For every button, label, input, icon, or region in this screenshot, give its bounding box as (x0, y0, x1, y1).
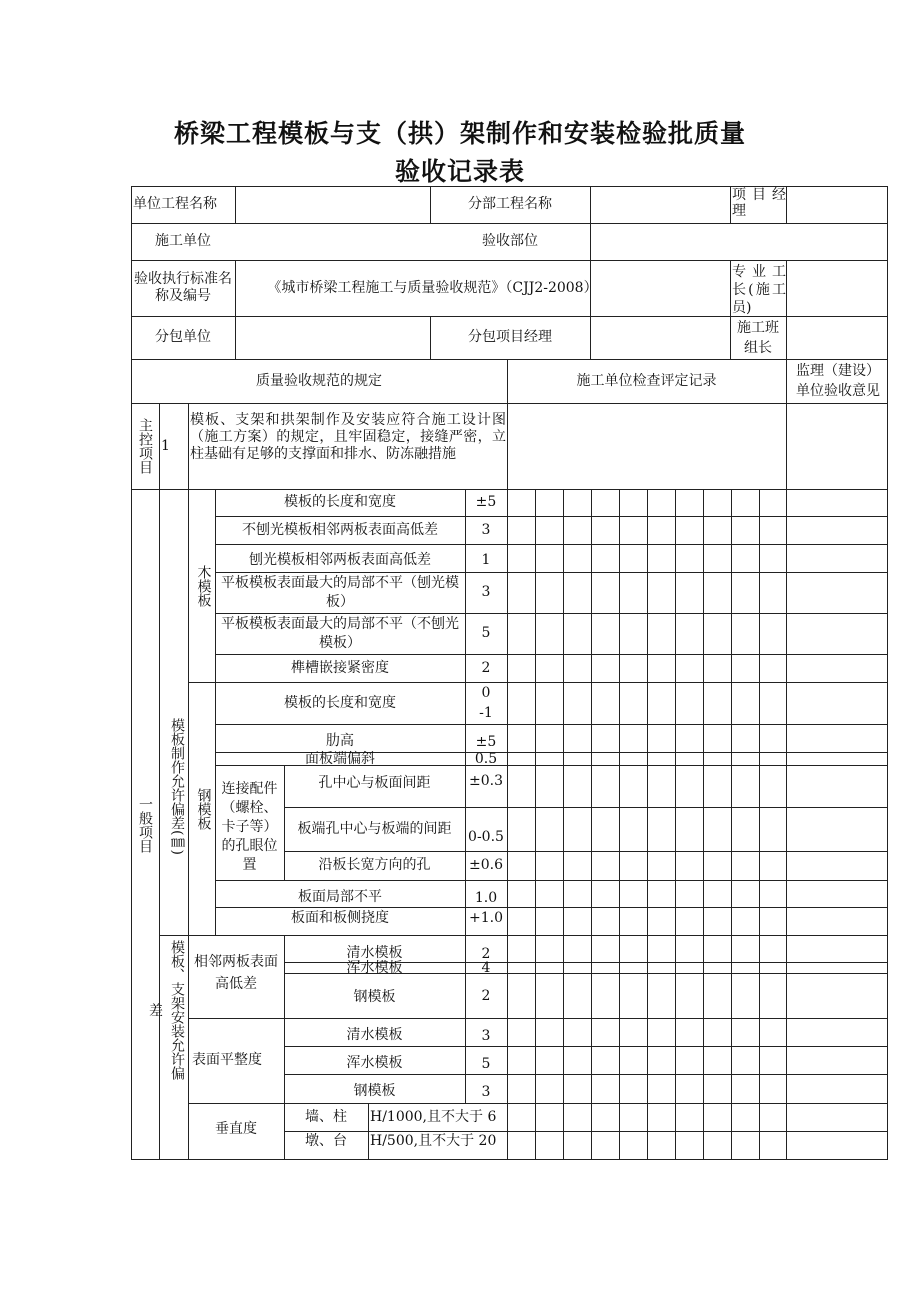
wood-item-tolerance: 2 (481, 659, 491, 676)
install-item-tolerance: 5 (481, 1055, 491, 1072)
subcontractor-field[interactable] (235, 316, 430, 359)
tolerance-lower: -1 (479, 705, 493, 721)
steel-item-name: 模板的长度和宽度 (284, 694, 396, 711)
wood-item-name: 不刨光模板相邻两板表面高低差 (242, 521, 438, 538)
fabrication-tolerance-label: 模板制作允许偏差(㎜) (169, 718, 185, 855)
install-item-name: 墩、台 (305, 1132, 347, 1149)
standard-value: 《城市桥梁工程施工与质量验收规范》（CJJ2-2008） (267, 279, 598, 296)
install-item-name: 浑水模板 (346, 1054, 403, 1071)
install-item-tolerance: 2 (481, 988, 491, 1004)
wood-item-tolerance: ±5 (475, 494, 497, 510)
project-manager-field[interactable] (786, 186, 888, 223)
main-control-text: 模板、支架和拱架制作及安装应符合施工设计图（施工方案）的规定，且牢固稳定，接缝严密，立柱基础有足够的支撑面和排水、防冻融措施 (190, 412, 506, 462)
sub-project-name-field[interactable] (590, 186, 730, 223)
steel-item-name: 肋高 (326, 732, 354, 749)
form-title-line1: 桥梁工程模板与支（拱）架制作和安装检验批质量 (173, 119, 746, 148)
wood-item-name: 平板模板表面最大的局部不平（不刨光模板） (221, 615, 459, 651)
form-title-line2: 验收记录表 (394, 157, 525, 186)
install-item-name: 浑水模板 (346, 959, 403, 976)
supervision-column-header: 监理（建设）单位验收意见 (796, 363, 880, 399)
steel-item-name: 孔中心与板面间距 (318, 774, 431, 791)
subcontractor-label: 分包单位 (155, 329, 211, 345)
construction-unit-label: 施工单位 (155, 233, 211, 249)
foreman-label: 专 业 工 长(施工员) (732, 264, 786, 316)
install-item-name: 清水模板 (346, 945, 403, 961)
check-record-grid[interactable] (507, 489, 786, 1160)
unit-project-name-field[interactable] (235, 186, 430, 223)
spec-column-header: 质量验收规范的规定 (256, 372, 382, 389)
install-item-tolerance: 3 (481, 1084, 491, 1100)
steel-item-tolerance: 0-0.5 (468, 828, 504, 845)
sub-pm-label: 分包项目经理 (468, 329, 552, 345)
adjacent-height-diff-label: 相邻两板表面高低差 (194, 953, 278, 992)
acceptance-part-label: 验收部位 (482, 233, 538, 249)
wood-item-name: 平板模板表面最大的局部不平（刨光模板） (221, 574, 459, 610)
wood-item-tolerance: 5 (481, 625, 491, 641)
main-control-label: 主控项目 (137, 418, 153, 474)
steel-item-tolerance (465, 682, 507, 724)
general-items-label: 一般项目 (137, 796, 153, 853)
steel-item-tolerance: ±0.3 (469, 772, 503, 789)
standard-label: 验收执行标准名称及编号 (134, 271, 232, 304)
install-item-tolerance: H/1000,且不大于 6 (370, 1108, 497, 1125)
sub-project-name-label: 分部工程名称 (468, 196, 552, 212)
install-tolerance-label: 模板、支架安装允许偏差 (147, 940, 185, 1080)
wood-item-name: 刨光模板相邻两板表面高低差 (249, 551, 431, 568)
main-control-check-field[interactable] (507, 403, 786, 489)
install-item-tolerance: 2 (481, 946, 491, 962)
steel-item-name: 板面局部不平 (298, 889, 382, 905)
steel-formwork-label: 钢模板 (195, 787, 212, 830)
steel-item-name: 面板端偏斜 (305, 750, 375, 767)
tolerance-upper: 0 (481, 685, 491, 701)
wood-item-name: 模板的长度和宽度 (284, 494, 396, 510)
install-item-tolerance: H/500,且不大于 20 (370, 1132, 497, 1149)
connector-hole-label: 连接配件（螺栓、卡子等）的孔眼位置 (221, 780, 278, 873)
install-item-name: 钢模板 (353, 1083, 396, 1099)
wood-item-tolerance: 3 (481, 521, 491, 538)
unit-project-name-label: 单位工程名称 (133, 196, 217, 212)
install-item-name: 清水模板 (346, 1026, 403, 1043)
wood-formwork-label: 木模板 (195, 564, 212, 607)
steel-item-tolerance: +1.0 (469, 909, 503, 926)
install-item-name: 钢模板 (353, 989, 396, 1005)
steel-item-name: 板端孔中心与板端的间距 (297, 820, 452, 837)
foreman-field[interactable] (786, 260, 888, 316)
verticality-label: 垂直度 (215, 1121, 257, 1137)
install-item-name: 墙、柱 (305, 1108, 347, 1125)
steel-item-tolerance: ±5 (475, 733, 497, 750)
steel-item-tolerance: 1.0 (474, 890, 498, 906)
sub-pm-field[interactable] (590, 316, 730, 359)
acceptance-record-form (131, 186, 888, 1160)
steel-item-name: 板面和板侧挠度 (291, 909, 389, 926)
wood-item-name: 榫槽嵌接紧密度 (291, 659, 389, 676)
install-item-tolerance: 3 (481, 1027, 491, 1044)
install-item-tolerance: 4 (481, 959, 491, 976)
project-manager-label: 项 目 经 理 (732, 187, 786, 219)
supervision-opinion-field[interactable] (786, 489, 888, 1160)
steel-item-tolerance: 0.5 (474, 750, 498, 767)
wood-item-tolerance: 3 (481, 584, 491, 600)
team-leader-label: 施工班组长 (737, 319, 779, 356)
surface-flatness-label: 表面平整度 (192, 1052, 262, 1068)
main-control-number: 1 (161, 437, 170, 454)
steel-item-tolerance: ±0.6 (469, 857, 503, 873)
wood-item-tolerance: 1 (481, 551, 491, 568)
check-record-column-header: 施工单位检查评定记录 (576, 372, 717, 389)
steel-item-name: 沿板长宽方向的孔 (318, 857, 431, 873)
team-leader-field[interactable] (786, 316, 888, 359)
acceptance-part-field[interactable] (590, 223, 888, 260)
main-control-supervision-field[interactable] (786, 403, 888, 489)
